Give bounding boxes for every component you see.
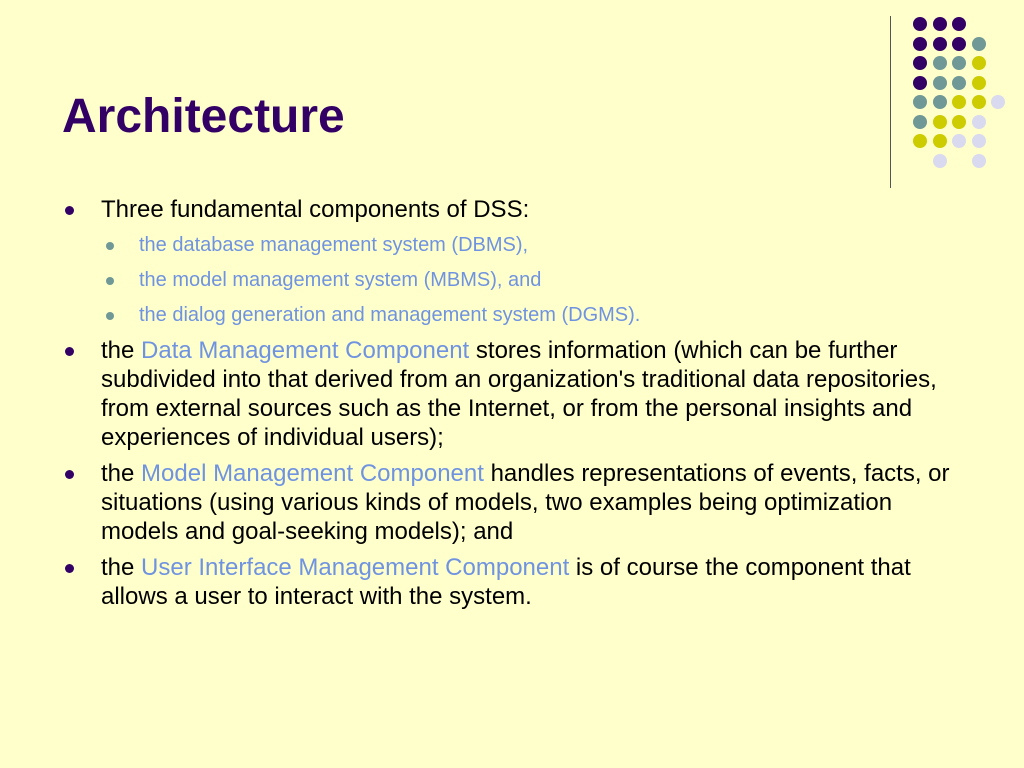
sub-bullet-text: the dialog generation and management system (DGMS).	[139, 304, 641, 326]
decor-dot	[913, 134, 927, 148]
sub-bullet-item	[64, 266, 964, 294]
decor-dot	[952, 76, 966, 90]
bullet-suffix: stores information (which can be further subdivided into that derived from an organization's traditional data repositories, from external sources such as the Internet, or from the personal insights and experiences of individual users);	[101, 337, 937, 451]
decor-dot	[933, 95, 947, 109]
bullet-list	[64, 195, 964, 618]
bullet-dot	[65, 206, 74, 215]
decor-dot	[952, 134, 966, 148]
decor-dot	[952, 37, 966, 51]
sub-bullet-text: the model management system (MBMS), and	[139, 269, 542, 291]
bullet-suffix: handles representations of events, facts, or situations (using various kinds of models, two examples being optimization models and goal-seeking models); and	[101, 460, 950, 545]
decor-dot	[972, 76, 986, 90]
decor-dot	[913, 76, 927, 90]
bullet-dot	[65, 347, 74, 356]
decor-dot	[952, 17, 966, 31]
sub-bullet-item	[64, 301, 964, 329]
decor-dot	[952, 56, 966, 70]
decor-dot	[972, 95, 986, 109]
decor-dot	[933, 134, 947, 148]
highlight-term: Data Management Component	[141, 337, 470, 364]
decor-dot	[972, 56, 986, 70]
decor-dot	[933, 37, 947, 51]
decor-dot	[933, 76, 947, 90]
decor-dot	[933, 154, 947, 168]
decor-dot	[952, 115, 966, 129]
bullet-prefix: the	[101, 337, 142, 364]
slide-title: Architecture	[62, 90, 345, 143]
decor-dot	[913, 95, 927, 109]
decor-dot	[913, 37, 927, 51]
decor-dot	[972, 134, 986, 148]
bullet-item	[64, 553, 964, 611]
decor-dot	[913, 115, 927, 129]
highlight-term: User Interface Management Component	[141, 554, 570, 581]
sub-bullet-item	[64, 231, 964, 259]
bullet-suffix: is of course the component that allows a user to interact with the system.	[101, 554, 911, 610]
bullet-prefix: the	[101, 554, 142, 581]
bullet-dot	[65, 470, 74, 479]
sub-bullet-dot	[106, 312, 114, 320]
vertical-divider	[890, 16, 891, 188]
decor-dot	[933, 17, 947, 31]
bullet-prefix: the	[101, 460, 142, 487]
highlight-term: Model Management Component	[141, 460, 484, 487]
decor-dot	[972, 154, 986, 168]
sub-bullet-text: the database management system (DBMS),	[139, 234, 529, 256]
decor-dot	[972, 115, 986, 129]
bullet-item	[64, 459, 964, 546]
decor-dot	[952, 95, 966, 109]
sub-bullet-dot	[106, 277, 114, 285]
bullet-item	[64, 195, 964, 224]
decor-dot	[913, 56, 927, 70]
decor-dot	[972, 37, 986, 51]
decor-dot	[991, 95, 1005, 109]
decor-dot	[933, 56, 947, 70]
bullet-text: Three fundamental components of DSS:	[101, 196, 530, 223]
sub-bullet-dot	[106, 242, 114, 250]
decor-dot	[913, 17, 927, 31]
decor-dot	[933, 115, 947, 129]
bullet-item	[64, 336, 964, 452]
bullet-dot	[65, 564, 74, 573]
